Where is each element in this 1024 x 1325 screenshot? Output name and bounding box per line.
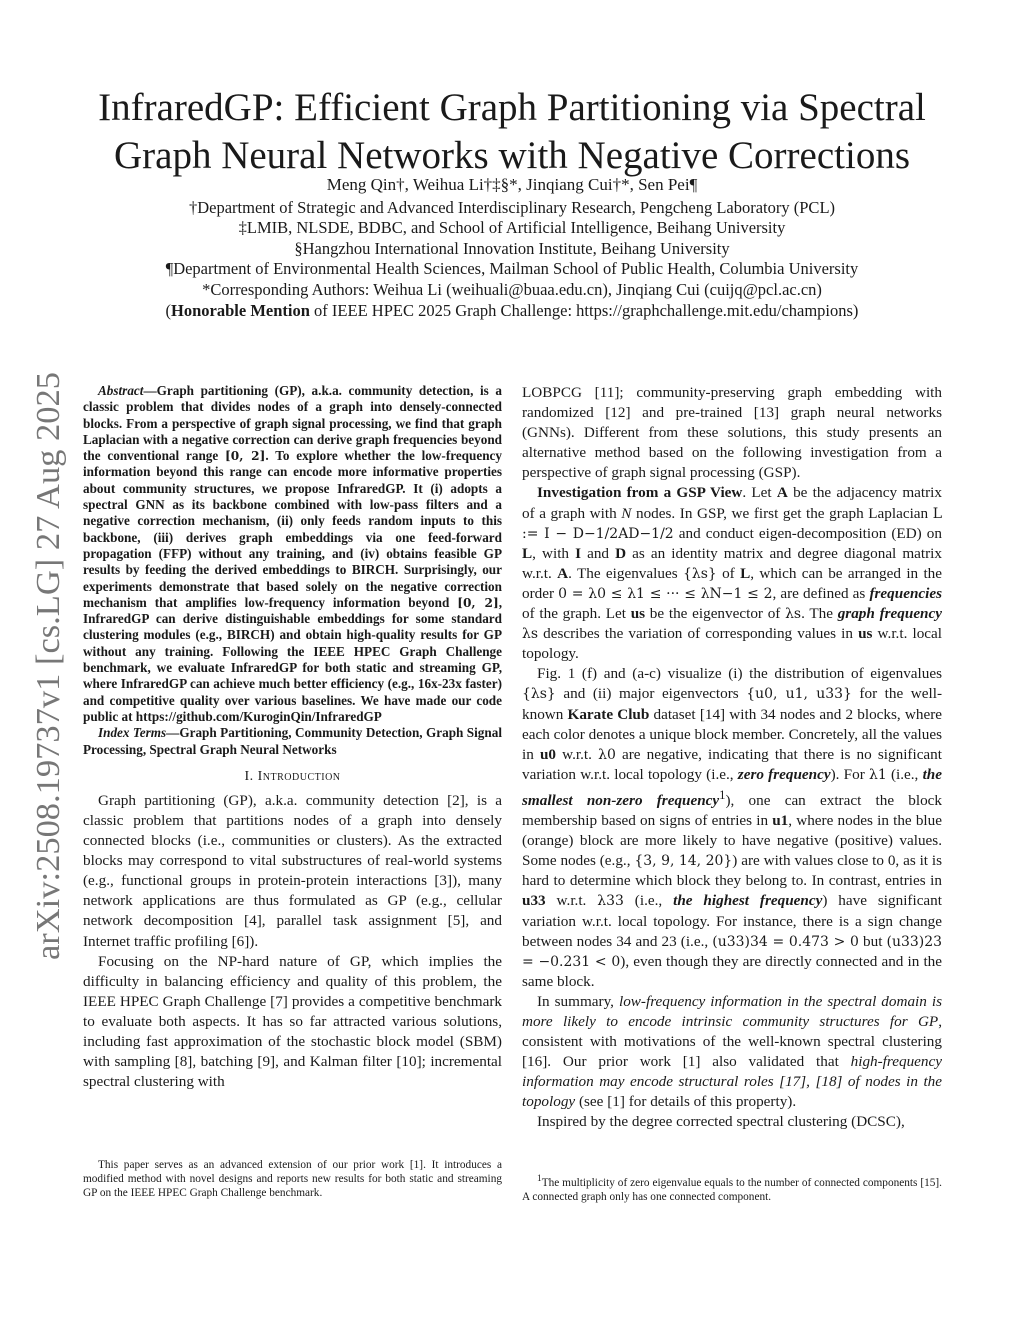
footnote-right: $^1$The multiplicity of zero eigenvalue equals to the number of connected components [15]. A connected graph only has one connected component. xyxy=(522,1174,942,1203)
right-column xyxy=(522,383,942,1133)
intro-paragraph-2: Focusing on the NP-hard nature of GP, which implies the difficulty in balancing efficiency and quality of this problem, the IEEE HPEC Graph Challenge [7] provides a competitive benchmark to evaluate both aspects. It has so far attracted various solutions, including fast approximation of the stochastic block model (SBM) with sampling [8], batching [9], and Kalman filter [10]; incremental spectral clustering with xyxy=(83,952,502,1091)
honorable-mention: (Honorable Mention of IEEE HPEC 2025 Graph Challenge: https://graphchallenge.mit.edu/champions) xyxy=(165,300,859,320)
summary-paragraph: In summary, low-frequency information in the spectral domain is more likely to encode intrinsic community structures for GP, consistent with motivations of the well-known spectral clustering [16]. Our prior work [1] also validated that high-frequency information may encode structural roles [17], [18] of nodes in the topology (see [1] for details of this property). xyxy=(522,992,942,1111)
affiliation-hangzhou: §Hangzhou International Innovation Institute, Beihang University xyxy=(294,238,730,258)
gsp-label: Investigation from a GSP View xyxy=(537,484,743,502)
left-column xyxy=(83,383,502,1092)
honor-bold: Honorable Mention xyxy=(171,300,310,320)
title-line-2: Graph Neural Networks with Negative Corrections xyxy=(113,134,910,177)
footnote-left: This paper serves as an advanced extension of our prior work [1]. It introduces a modified method with novel designs and reports new results for both static and streaming GP on the IEEE HPEC Graph Challenge benchmark. xyxy=(83,1159,502,1199)
footnote-marker: 1 xyxy=(719,787,726,802)
section-heading-introduction: I. Introduction xyxy=(244,768,341,784)
title-line-1: InfraredGP: Efficient Graph Partitioning via Spectral xyxy=(98,86,926,129)
honor-rest: of IEEE HPEC 2025 Graph Challenge: https://graphchallenge.mit.edu/champions) xyxy=(309,300,859,320)
index-terms: Index Terms—Graph Partitioning, Community Detection, Graph Signal Processing, Spectral Graph Neural Networks xyxy=(83,725,502,757)
corresponding-authors: *Corresponding Authors: Weihua Li (weihuali@buaa.edu.cn), Jinqiang Cui (cuijq@pcl.ac.cn) xyxy=(202,279,822,299)
affiliation-columbia: ¶Department of Environmental Health Sciences, Mailman School of Public Health, Columbia University xyxy=(165,259,859,279)
karate-label: Karate Club xyxy=(567,705,650,723)
footnote-right-marker: 1 xyxy=(537,1174,542,1184)
author-block xyxy=(60,175,964,321)
abstract-label: Abstract xyxy=(98,383,144,398)
arxiv-id: arXiv:2508.19737v1 [cs.LG] 27 Aug 2025 xyxy=(30,380,67,960)
abstract: Abstract—Graph partitioning (GP), a.k.a. community detection, is a classic problem that divides nodes of a graph into densely-connected blocks. From a perspective of graph signal processing, we find that graph Laplacian with a negative correction can derive graph frequencies beyond the conventional range [0, 2]. To explore whether the low-frequency information beyond this range can encode more informative properties about community structures, we propose InfraredGP. It (i) adopts a spectral GNN as its backbone combined with low-pass filters and a negative correction mechanism, (ii) only feeds random inputs to this backbone, (iii) derives graph embeddings via one feed-forward propagation (FFP) without any training, and (iv) obtains feasible GP results by feeding the derived embeddings to BIRCH. Surprisingly, our experiments demonstrate that based solely on the negative correction mechanism that amplifies low-frequency information beyond [0, 2], InfraredGP can derive distinguishable embeddings for some standard clustering modules (e.g., BIRCH) and obtain high-quality results for GP without any training. Following the IEEE HPEC Graph Challenge benchmark, we evaluate InfraredGP for both static and streaming GP, where InfraredGP can achieve much better efficiency (e.g., 16x-23x faster) and competitive quality over various baselines. We have made our code public at https://github.com/KuroginQin/InfraredGP xyxy=(83,383,502,724)
affiliation-pcl: †Department of Strategic and Advanced Interdisciplinary Research, Pengcheng Laboratory (PCL) xyxy=(188,197,836,217)
arxiv-stamp xyxy=(29,370,69,960)
gsp-paragraph: Investigation from a GSP View. Let A be the adjacency matrix of a graph with N nodes. In GSP, we first get the graph Laplacian L := I − D−1/2AD−1/2 and conduct eigen-decomposition (ED) on L, with I and D as an identity matrix and degree diagonal matrix w.r.t. A. The eigenvalues {λs} of L, which can be arranged in the order 0 = λ0 ≤ λ1 ≤ ··· ≤ λN−1 ≤ 2, are defined as frequencies of the graph. Let us be the eigenvector of λs. The graph frequency λs describes the variation of corresponding values in us w.r.t. local topology. xyxy=(522,484,943,663)
index-terms-label: Index Terms xyxy=(98,725,167,741)
author-names: Meng Qin†, Weihua Li†‡§*, Jinqiang Cui†*, Sen Pei¶ xyxy=(326,175,698,194)
fig-paragraph: Fig. 1 (f) and (a-c) visualize (i) the distribution of eigenvalues {λs} and (ii) major eigenvectors {u0, u1, u33} for the well-known Karate Club dataset [14] with 34 nodes and 2 blocks, where each color denotes a unique block member. Concretely, all the values in u0 w.r.t. λ0 are negative, indicating that there is no significant variation w.r.t. local topology (i.e., zero frequency). For λ1 (i.e., the smallest non-zero frequency$^1$), one can extract the block membership based on signs of entries in u1, where nodes in the blue (orange) block are more likely to have negative (positive) values. Some nodes (e.g., {3, 9, 14, 20}) are with values close to 0, as it is hard to determine which block they belong to. In contrast, entries in u33 w.r.t. λ33 (i.e., the highest frequency) have significant variation w.r.t. local topology. For instance, there is a sign change between nodes 34 and 23 (i.e., (u33)34 = 0.473 > 0 but (u33)23 = −0.231 < 0), even though they are directly connected and in the same block. xyxy=(522,665,943,990)
intro-paragraph-1: Graph partitioning (GP), a.k.a. community detection [2], is a classic problem that partitions nodes of a graph into densely connected blocks (i.e., communities or clusters). As the extracted blocks may correspond to vital substructures of real-world systems (e.g., functional groups in protein-protein interactions [3]), many network applications are thus formulated as GP (e.g., cellular network decomposition [4], parallel task assignment [5], and Internet traffic profiling [6]). xyxy=(83,791,502,950)
right-paragraph-1: LOBPCG [11]; community-preserving graph embedding with randomized [12] and pre-trained [13] graph neural networks (GNNs). Different from these solutions, this study presents an alternative method based on the following investigation from a perspective of graph signal processing (GSP). xyxy=(522,384,942,482)
dcsc-paragraph: Inspired by the degree corrected spectral clustering (DCSC), xyxy=(537,1113,905,1131)
paper-title xyxy=(40,84,984,180)
affiliation-beihang: ‡LMIB, NLSDE, BDBC, and School of Artificial Intelligence, Beihang University xyxy=(238,218,786,238)
